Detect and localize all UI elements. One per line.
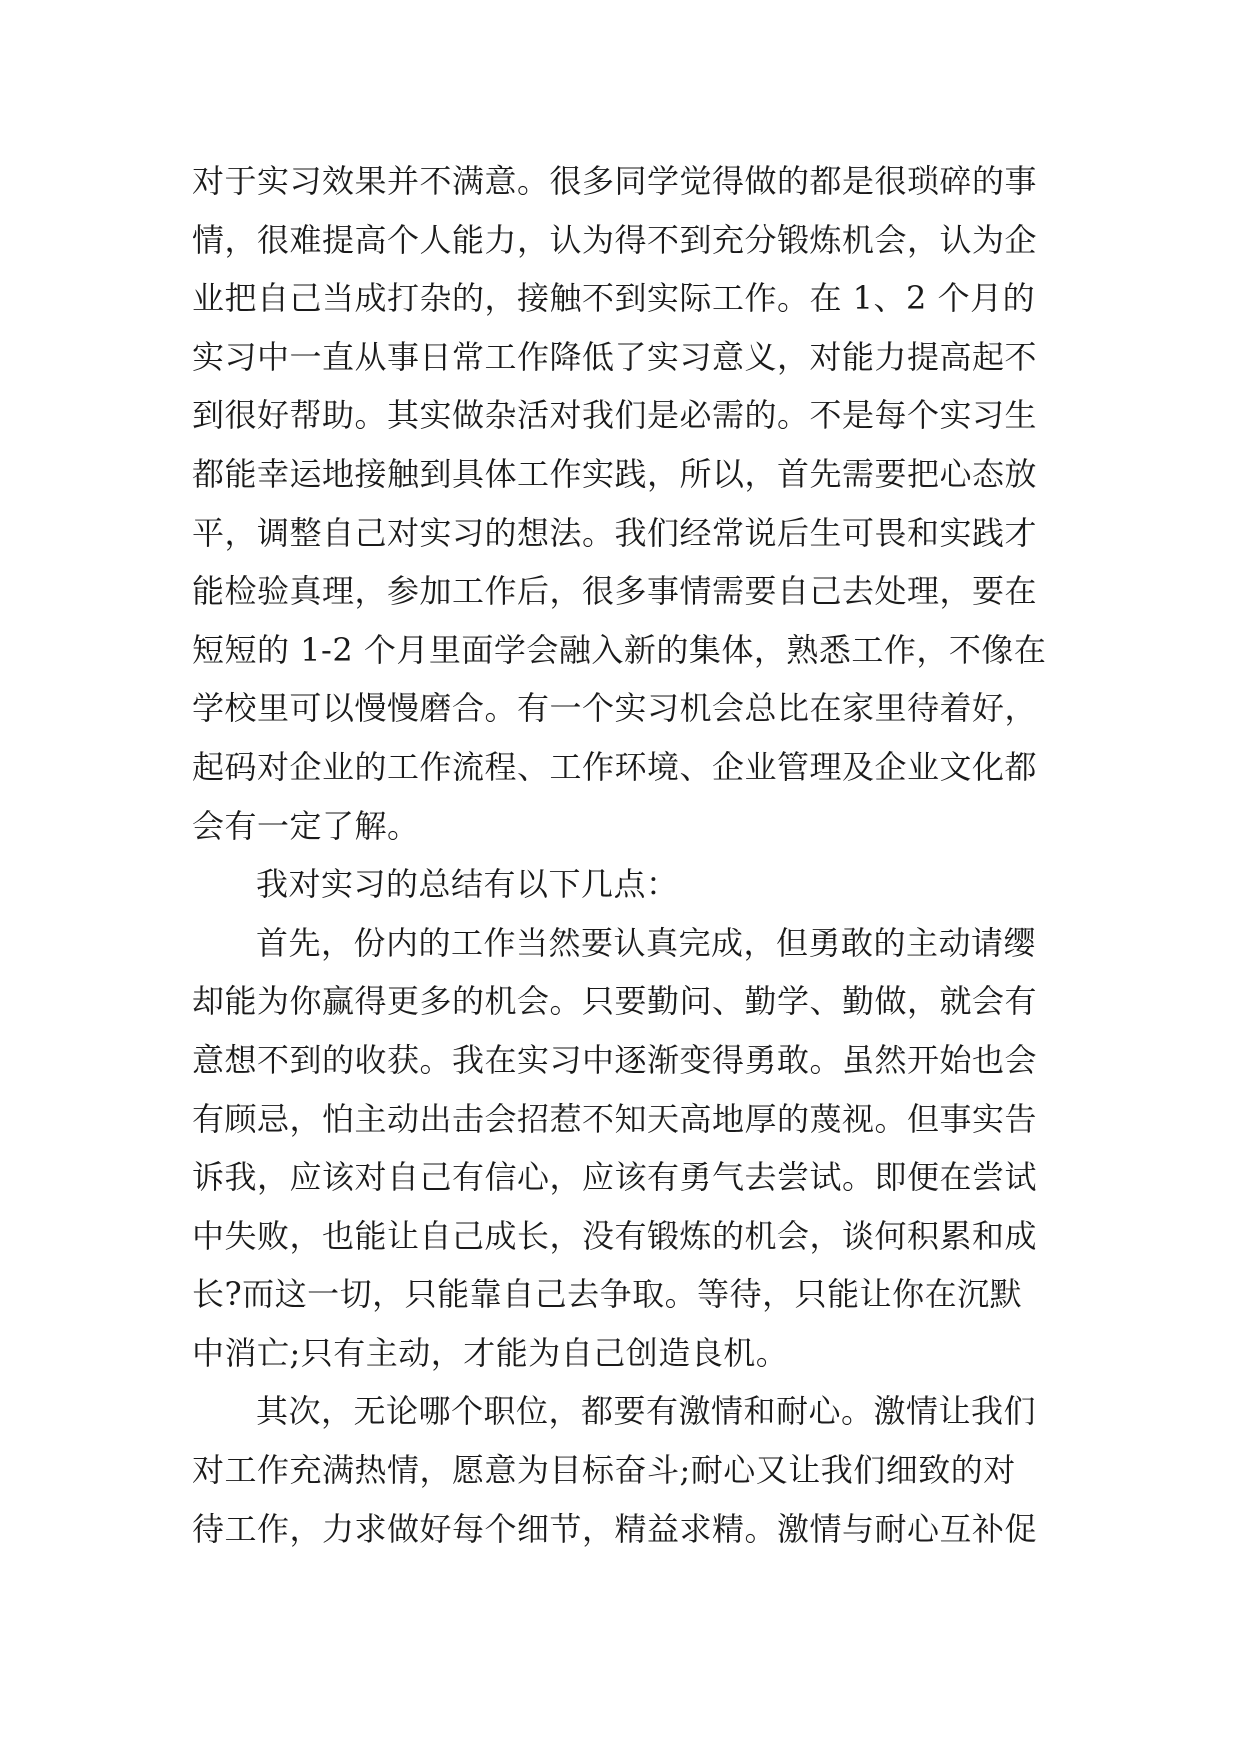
- text-line: 诉我，应该对自己有信心，应该有勇气去尝试。即便在尝试: [192, 1158, 1038, 1197]
- text-line: 我对实习的总结有以下几点：: [256, 865, 679, 904]
- text-line: 能检验真理，参加工作后，很多事情需要自己去处理，要在: [192, 572, 1038, 611]
- text-line: 情，很难提高个人能力，认为得不到充分锻炼机会，认为企: [192, 220, 1038, 259]
- text-line: 实习中一直从事日常工作降低了实习意义，对能力提高起不: [192, 337, 1038, 376]
- text-line: 中失败，也能让自己成长，没有锻炼的机会，谈何积累和成: [192, 1216, 1038, 1255]
- text-line: 业把自己当成打杂的，接触不到实际工作。在 1、2 个月的: [192, 279, 1036, 318]
- text-line: 会有一定了解。: [192, 806, 420, 845]
- text-line: 对于实习效果并不满意。很多同学觉得做的都是很琐碎的事: [192, 162, 1038, 200]
- text-line: 有顾忌，怕主动出击会招惹不知天高地厚的蔑视。但事实告: [192, 1099, 1038, 1138]
- text-line: 意想不到的收获。我在实习中逐渐变得勇敢。虽然开始也会: [192, 1040, 1038, 1079]
- text-line: 待工作，力求做好每个细节，精益求精。激情与耐心互补促: [192, 1509, 1038, 1548]
- text-line: 短短的 1-2 个月里面学会融入新的集体，熟悉工作，不像在: [192, 630, 1047, 669]
- text-line: 中消亡;只有主动，才能为自己创造良机。: [192, 1333, 789, 1372]
- text-line: 对工作充满热情，愿意为目标奋斗;耐心又让我们细致的对: [192, 1451, 1016, 1490]
- text-line: 学校里可以慢慢磨合。有一个实习机会总比在家里待着好，: [192, 689, 1038, 728]
- text-line: 到很好帮助。其实做杂活对我们是必需的。不是每个实习生: [192, 396, 1038, 435]
- text-line: 首先，份内的工作当然要认真完成，但勇敢的主动请缨: [256, 923, 1037, 962]
- text-line: 都能幸运地接触到具体工作实践，所以，首先需要把心态放: [192, 454, 1038, 493]
- text-line: 长?而这一切，只能靠自己去争取。等待，只能让你在沉默: [192, 1275, 1023, 1314]
- document-body: [192, 152, 1072, 1558]
- text-line: 平，调整自己对实习的想法。我们经常说后生可畏和实践才: [192, 513, 1038, 552]
- text-line: 起码对企业的工作流程、工作环境、企业管理及企业文化都: [192, 747, 1038, 786]
- text-line: 却能为你赢得更多的机会。只要勤问、勤学、勤做，就会有: [192, 982, 1038, 1021]
- text-line: 其次，无论哪个职位，都要有激情和耐心。激情让我们: [256, 1392, 1037, 1431]
